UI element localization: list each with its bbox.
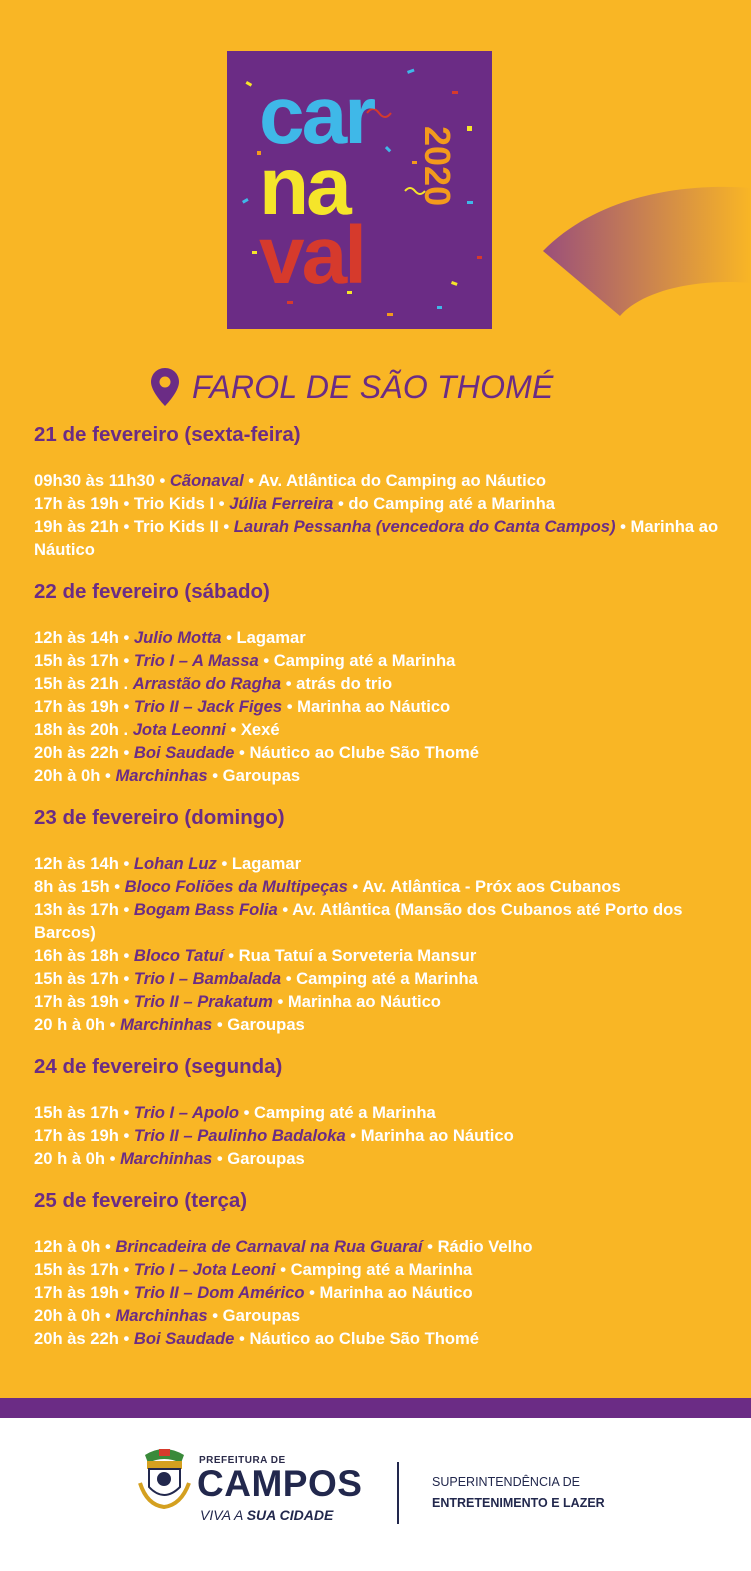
event-act: Brincadeira de Carnaval na Rua Guaraí bbox=[115, 1237, 423, 1256]
event-place: • do Camping até a Marinha bbox=[333, 494, 555, 513]
event-time: 13h às 17h • bbox=[34, 900, 134, 919]
event-time: 15h às 17h • bbox=[34, 651, 134, 670]
event-act: Trio I – A Massa bbox=[133, 651, 259, 670]
event-place: • Xexé bbox=[225, 720, 280, 739]
event-act: Trio II – Jack Figes bbox=[133, 697, 283, 716]
motto-part-a: VIVA A bbox=[200, 1507, 247, 1523]
event-item bbox=[34, 990, 724, 1013]
event-act: Bloco Foliões da Multipeças bbox=[124, 877, 348, 896]
event-time: 20h à 0h • bbox=[34, 1306, 116, 1325]
event-item bbox=[34, 944, 724, 967]
event-time: 20 h à 0h • bbox=[34, 1149, 121, 1168]
event-place: • Av. Atlântica - Próx aos Cubanos bbox=[347, 877, 621, 896]
event-item bbox=[34, 852, 724, 875]
event-time: 12h à 0h • bbox=[34, 1237, 116, 1256]
event-time: 20 h à 0h • bbox=[34, 1015, 121, 1034]
event-time: 17h às 19h • bbox=[34, 697, 134, 716]
day-section bbox=[34, 420, 724, 561]
event-time: 8h às 15h • bbox=[34, 877, 125, 896]
event-time: 17h às 19h • bbox=[34, 1126, 134, 1145]
logo-line3: val bbox=[259, 210, 364, 301]
event-act: Trio I – Jota Leoni bbox=[133, 1260, 276, 1279]
event-time: 20h às 22h • bbox=[34, 743, 134, 762]
prefeitura-label: PREFEITURA DE bbox=[199, 1455, 286, 1466]
event-act: Cãonaval bbox=[169, 471, 244, 490]
day-section bbox=[34, 577, 724, 787]
event-item bbox=[34, 515, 724, 561]
event-time: 20h às 22h • bbox=[34, 1329, 134, 1348]
day-section bbox=[34, 1052, 724, 1170]
event-time: 15h às 17h • bbox=[34, 1103, 134, 1122]
event-act: Bogam Bass Folia bbox=[133, 900, 278, 919]
event-item bbox=[34, 1281, 724, 1304]
carnaval-logo bbox=[227, 51, 492, 329]
event-item bbox=[34, 672, 724, 695]
day-section bbox=[34, 1186, 724, 1350]
event-time: 20h à 0h • bbox=[34, 766, 116, 785]
carnaval-logo-art bbox=[227, 51, 492, 329]
location-name: FAROL DE SÃO THOMÉ bbox=[192, 368, 554, 405]
event-place: • Camping até a Marinha bbox=[258, 651, 456, 670]
event-time: 15h às 21h . bbox=[34, 674, 133, 693]
event-place: • Marinha ao Náutico bbox=[304, 1283, 473, 1302]
event-place: • Lagamar bbox=[221, 628, 306, 647]
event-act: Jota Leonni bbox=[132, 720, 226, 739]
event-item bbox=[34, 1101, 724, 1124]
event-act: Marchinhas bbox=[120, 1149, 213, 1168]
superintendencia-line1: SUPERINTENDÊNCIA DE bbox=[432, 1475, 580, 1489]
event-item bbox=[34, 718, 724, 741]
event-place: • Marinha ao Náutico bbox=[34, 517, 719, 559]
logo-line2: na bbox=[259, 141, 349, 232]
event-act: Trio II – Prakatum bbox=[133, 992, 273, 1011]
event-item bbox=[34, 741, 724, 764]
event-item bbox=[34, 1304, 724, 1327]
event-place: • Av. Atlântica (Mansão dos Cubanos até Porto dos Barcos) bbox=[34, 900, 683, 942]
event-item bbox=[34, 764, 724, 787]
event-item bbox=[34, 1124, 724, 1147]
day-title: 23 de fevereiro (domingo) bbox=[34, 806, 285, 829]
crest-icon bbox=[137, 1443, 192, 1511]
event-item bbox=[34, 649, 724, 672]
event-act: Boi Saudade bbox=[133, 743, 235, 762]
event-item bbox=[34, 875, 724, 898]
event-act: Trio I – Apolo bbox=[133, 1103, 240, 1122]
event-item bbox=[34, 695, 724, 718]
event-time: 17h às 19h • Trio Kids I • bbox=[34, 494, 230, 513]
event-place: • Marinha ao Náutico bbox=[282, 697, 451, 716]
event-time: 15h às 17h • bbox=[34, 969, 134, 988]
motto bbox=[200, 1507, 333, 1523]
event-place: • Garoupas bbox=[207, 1306, 301, 1325]
event-place: • Camping até a Marinha bbox=[281, 969, 478, 988]
event-place: • Lagamar bbox=[216, 854, 302, 873]
footer bbox=[0, 1418, 751, 1571]
event-act: Marchinhas bbox=[115, 766, 208, 785]
event-place: • Garoupas bbox=[212, 1149, 305, 1168]
day-title: 25 de fevereiro (terça) bbox=[34, 1189, 248, 1212]
event-item bbox=[34, 469, 724, 492]
event-item bbox=[34, 1235, 724, 1258]
logo-line1: car bbox=[259, 70, 374, 161]
event-item bbox=[34, 967, 724, 990]
event-time: 17h às 19h • bbox=[34, 992, 134, 1011]
footer-band bbox=[0, 1398, 751, 1418]
event-place: • Garoupas bbox=[207, 766, 301, 785]
campos-label: CAMPOS bbox=[197, 1463, 363, 1504]
event-act: Lohan Luz bbox=[133, 854, 217, 873]
schedule bbox=[34, 420, 724, 1350]
event-act: Marchinhas bbox=[120, 1015, 213, 1034]
event-act: Julio Motta bbox=[133, 628, 222, 647]
superintendencia-line2: ENTRETENIMENTO E LAZER bbox=[432, 1496, 605, 1510]
event-item bbox=[34, 1147, 724, 1170]
event-time: 18h às 20h . bbox=[34, 720, 133, 739]
motto-part-b: SUA CIDADE bbox=[246, 1507, 334, 1523]
event-place: • Marinha ao Náutico bbox=[272, 992, 441, 1011]
event-act: Bloco Tatuí bbox=[133, 946, 224, 965]
event-time: 12h às 14h • bbox=[34, 854, 134, 873]
event-place: • Náutico ao Clube São Thomé bbox=[234, 1329, 480, 1348]
event-act: Trio I – Bambalada bbox=[133, 969, 282, 988]
event-act: Laurah Pessanha (vencedora do Canta Campos) bbox=[233, 517, 616, 536]
event-time: 19h às 21h • Trio Kids II • bbox=[34, 517, 234, 536]
event-place: • Marinha ao Náutico bbox=[345, 1126, 514, 1145]
logo-year: 2020 bbox=[417, 126, 458, 207]
location-heading bbox=[150, 365, 554, 409]
event-time: 15h às 17h • bbox=[34, 1260, 134, 1279]
day-section bbox=[34, 803, 724, 1036]
day-title: 22 de fevereiro (sábado) bbox=[34, 580, 270, 603]
event-place: • atrás do trio bbox=[281, 674, 393, 693]
event-act: Trio II – Paulinho Badaloka bbox=[133, 1126, 346, 1145]
day-title: 24 de fevereiro (segunda) bbox=[34, 1055, 283, 1078]
event-item bbox=[34, 898, 724, 944]
event-act: Marchinhas bbox=[115, 1306, 208, 1325]
day-title: 21 de fevereiro (sexta-feira) bbox=[34, 423, 301, 446]
event-time: 09h30 às 11h30 • bbox=[34, 471, 170, 490]
event-act: Júlia Ferreira bbox=[229, 494, 334, 513]
event-item bbox=[34, 1327, 724, 1350]
event-item bbox=[34, 1013, 724, 1036]
event-place: • Av. Atlântica do Camping ao Náutico bbox=[243, 471, 547, 490]
event-time: 17h às 19h • bbox=[34, 1283, 134, 1302]
event-place: • Camping até a Marinha bbox=[239, 1103, 436, 1122]
event-time: 12h às 14h • bbox=[34, 628, 134, 647]
event-place: • Garoupas bbox=[212, 1015, 305, 1034]
event-place: • Rádio Velho bbox=[422, 1237, 533, 1256]
location-pin-icon bbox=[150, 367, 180, 407]
event-place: • Rua Tatuí a Sorveteria Mansur bbox=[223, 946, 477, 965]
event-item bbox=[34, 626, 724, 649]
event-item bbox=[34, 1258, 724, 1281]
event-act: Trio II – Dom Américo bbox=[133, 1283, 305, 1302]
event-act: Arrastão do Ragha bbox=[132, 674, 282, 693]
event-act: Boi Saudade bbox=[133, 1329, 235, 1348]
event-item bbox=[34, 492, 724, 515]
footer-divider bbox=[397, 1462, 399, 1524]
event-place: • Camping até a Marinha bbox=[275, 1260, 473, 1279]
event-time: 16h às 18h • bbox=[34, 946, 134, 965]
fan-decoration bbox=[540, 183, 751, 318]
event-place: • Náutico ao Clube São Thomé bbox=[234, 743, 480, 762]
